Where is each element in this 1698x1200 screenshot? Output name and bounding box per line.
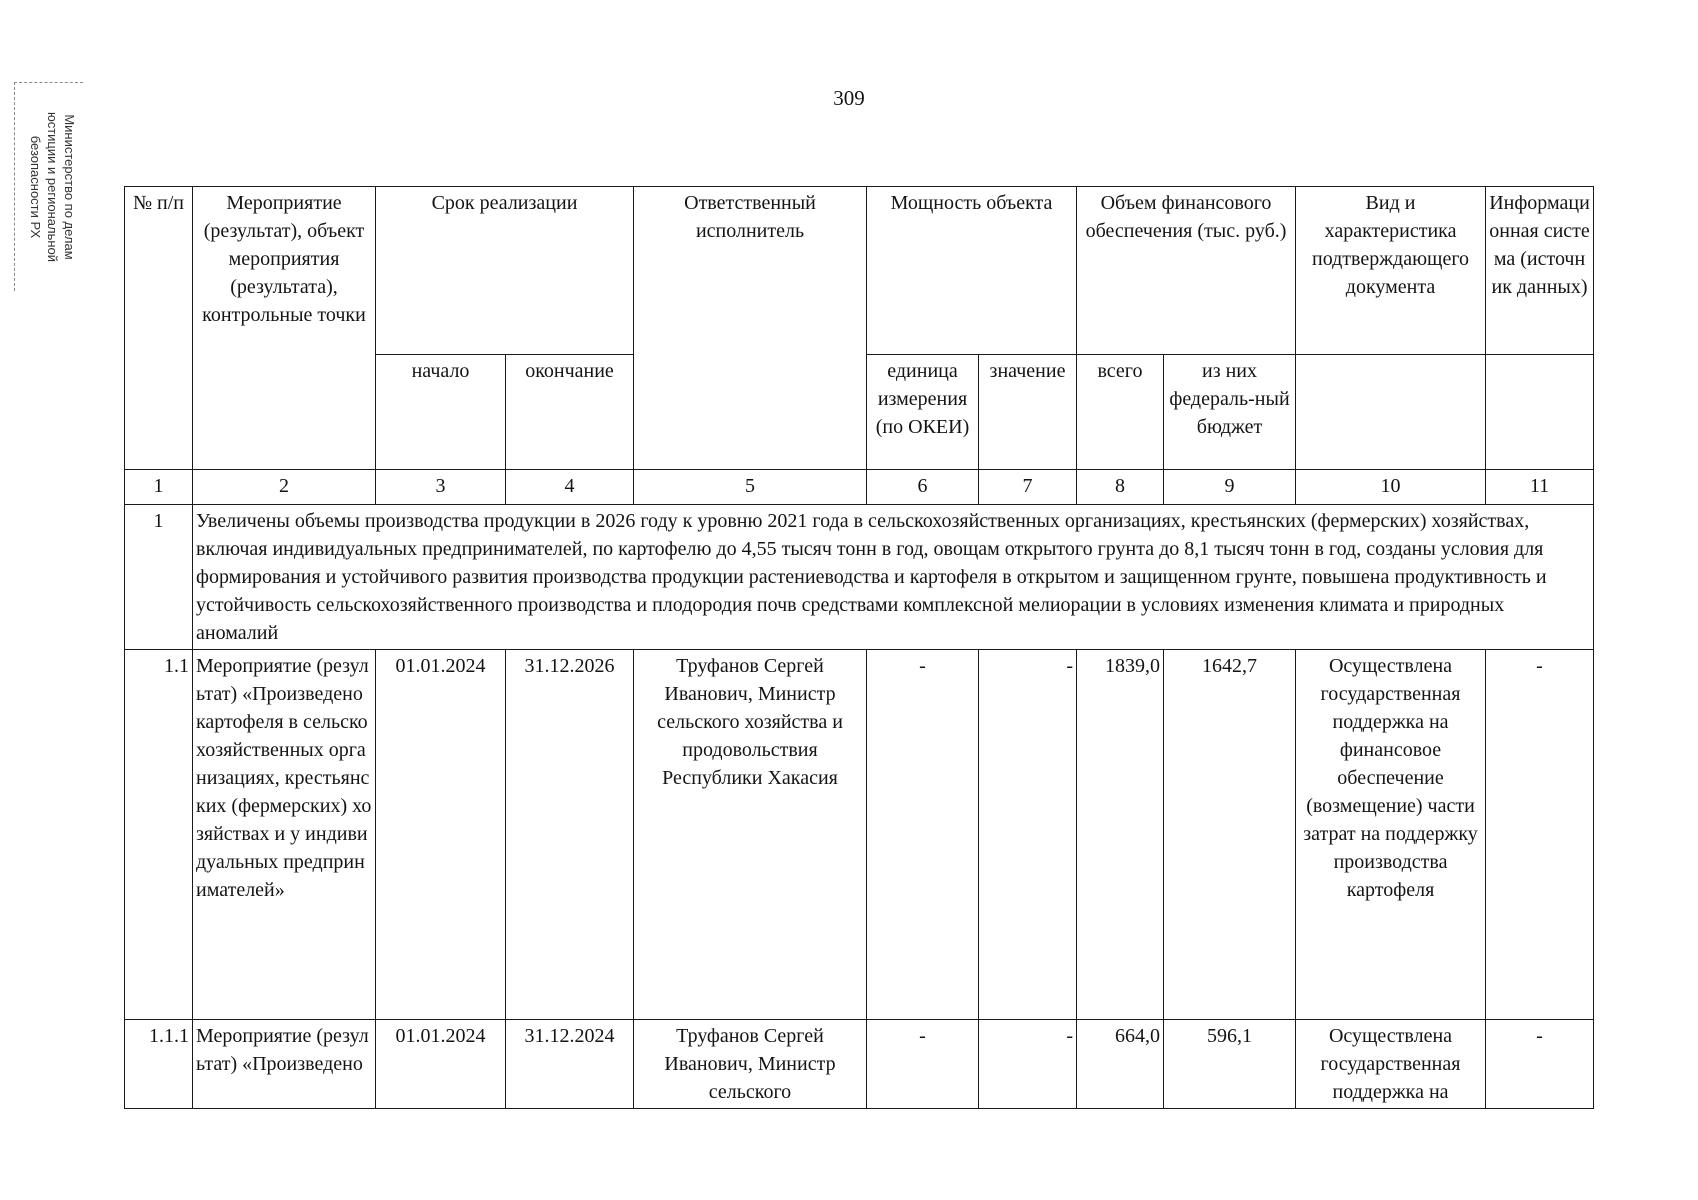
row-system: - (1486, 1020, 1594, 1109)
plan-table (124, 186, 1594, 1109)
header-end: окончание (506, 355, 634, 470)
column-number: 4 (506, 470, 634, 505)
row-end: 31.12.2026 (506, 650, 634, 1020)
header-value: значение (979, 355, 1077, 470)
column-number: 2 (193, 470, 376, 505)
table-row (125, 1020, 1594, 1109)
header-num: № п/п (125, 187, 193, 470)
header-unit: единица измерения (по ОКЕИ) (867, 355, 979, 470)
header-info-system-empty (1486, 355, 1594, 470)
row-document: Осуществлена государственная поддержка на (1296, 1020, 1486, 1109)
row-value: - (979, 1020, 1077, 1109)
header-funding: Объем финансового обеспечения (тыс. руб.) (1077, 187, 1296, 355)
row-system: - (1486, 650, 1594, 1020)
row-executor: Труфанов Сергей Иванович, Министр сельского хозяйства и продовольствия Республики Хакасия (634, 650, 867, 1020)
stamp-text (27, 92, 78, 282)
column-number: 9 (1164, 470, 1296, 505)
column-number: 7 (979, 470, 1077, 505)
row-total: 1839,0 (1077, 650, 1164, 1020)
column-number: 10 (1296, 470, 1486, 505)
row-federal: 1642,7 (1164, 650, 1296, 1020)
column-number: 11 (1486, 470, 1594, 505)
row-unit: - (867, 650, 979, 1020)
row-event: Мероприятие (результат) «Произведено (193, 1020, 376, 1109)
goal-num: 1 (125, 505, 193, 650)
header-event: Мероприятие (результат), объект мероприятия (результата), контрольные точки (193, 187, 376, 470)
row-end: 31.12.2024 (506, 1020, 634, 1109)
header-document-empty (1296, 355, 1486, 470)
page-number: 309 (833, 86, 865, 110)
row-start: 01.01.2024 (376, 1020, 506, 1109)
row-start: 01.01.2024 (376, 650, 506, 1020)
header-info-system: Информационная система (источник данных) (1486, 187, 1594, 355)
row-event: Мероприятие (результат) «Произведено картофеля в сельскохозяйственных организациях, крестьянских (фермерских) хозяйствах и у индивидуальных предпринимателей» (193, 650, 376, 1020)
row-unit: - (867, 1020, 979, 1109)
column-number: 5 (634, 470, 867, 505)
column-number: 8 (1077, 470, 1164, 505)
header-capacity: Мощность объекта (867, 187, 1077, 355)
column-number: 1 (125, 470, 193, 505)
row-total: 664,0 (1077, 1020, 1164, 1109)
column-number: 6 (867, 470, 979, 505)
stamp-line: безопасности РХ (28, 135, 43, 239)
row-federal: 596,1 (1164, 1020, 1296, 1109)
column-number: 3 (376, 470, 506, 505)
header-start: начало (376, 355, 506, 470)
header-total: всего (1077, 355, 1164, 470)
row-num: 1.1 (125, 650, 193, 1020)
header-period: Срок реализации (376, 187, 634, 355)
row-value: - (979, 650, 1077, 1020)
header-federal: из них федераль-ный бюджет (1164, 355, 1296, 470)
header-executor: Ответственный исполнитель (634, 187, 867, 470)
row-document: Осуществлена государственная поддержка на финансовое обеспечение (возмещение) части затрат на поддержку производства картофеля (1296, 650, 1486, 1020)
table-row (125, 650, 1594, 1020)
column-number-row (125, 470, 1594, 505)
stamp-line: юстиции и региональной (45, 111, 60, 263)
goal-row (125, 505, 1594, 650)
stamp-line: Министерство по делам (62, 114, 77, 260)
row-num: 1.1.1 (125, 1020, 193, 1109)
header-row (125, 187, 1594, 355)
goal-text: Увеличены объемы производства продукции в 2026 году к уровню 2021 года в сельскохозяйственных организациях, крестьянских (фермерских) хозяйствах, включая индивидуальных предпринимателей, по картофелю до 4,55 тысяч тонн в год, овощам открытого грунта до 8,1 тысяч тонн в год, созданы условия для формирования и устойчивого развития производства продукции растениеводства и картофеля в открытом и защищенном грунте, повышена продуктивность и устойчивость сельскохозяйственного производства и плодородия почв средствами комплексной мелиорации в условиях изменения климата и природных аномалий (193, 505, 1594, 650)
header-document: Вид и характеристика подтверждающего документа (1296, 187, 1486, 355)
row-executor: Труфанов Сергей Иванович, Министр сельского (634, 1020, 867, 1109)
